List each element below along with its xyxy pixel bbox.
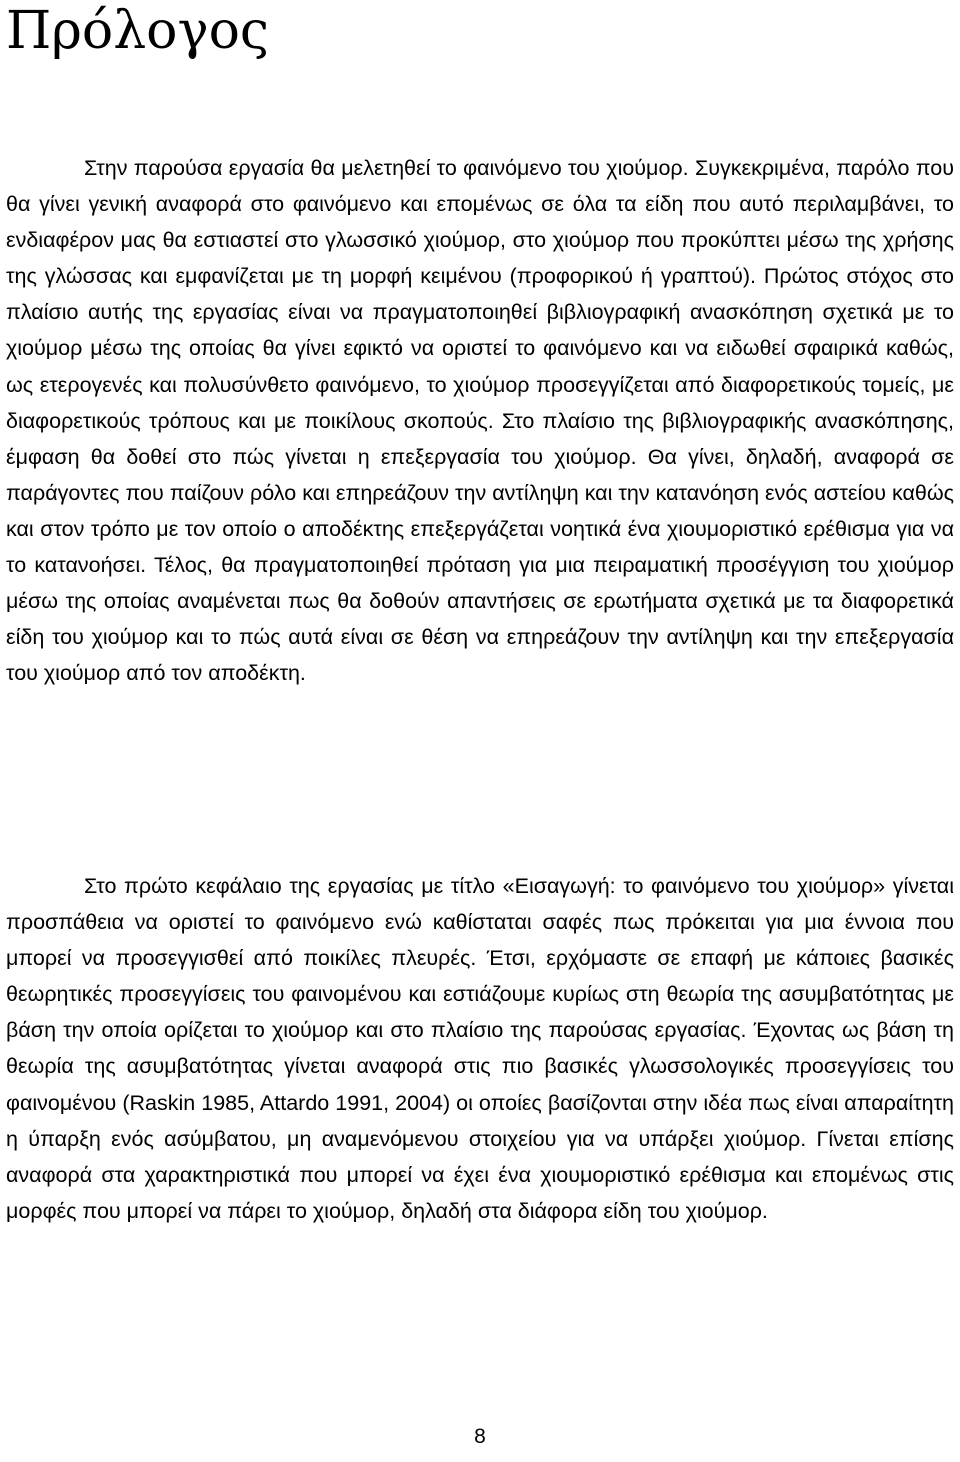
paragraph-intro: Στην παρούσα εργασία θα μελετηθεί το φαινόμενο του χιούμορ. Συγκεκριμένα, παρόλο που θα γίνει γενική αναφορά στο φαινόμενο και επομένως σε όλα τα είδη που αυτό περιλαμβάνει, το ενδιαφέρον μας θα εστιαστεί στο γλωσσικό χιούμορ, στο χιούμορ που προκύπτει μέσω της χρήσης της γλώσσας και εμφανίζεται με τη μορφή κειμένου (προφορικού ή γραπτού). Πρώτος στόχος στο πλαίσιο αυτής της εργασίας είναι να πραγματοποιηθεί βιβλιογραφική ανασκόπηση σχετικά με το χιούμορ μέσω της οποίας θα γίνει εφικτό να οριστεί το φαινόμενο και να ειδωθεί σφαιρικά καθώς, ως ετερογενές και πολυσύνθετο φαινόμενο, το χιούμορ προσεγγίζεται από διαφορετικούς τομείς, με διαφορετικούς τρόπους και με ποικίλους σκοπούς. Στο πλαίσιο της βιβλιογραφικής ανασκόπησης, έμφαση θα δοθεί στο πώς γίνεται η επεξεργασία του χιούμορ. Θα γίνει, δηλαδή, αναφορά σε παράγοντες που παίζουν ρόλο και επηρεάζουν την αντίληψη και την κατανόηση ενός αστείου καθώς και στον τρόπο με τον οποίο ο αποδέκτης επεξεργάζεται νοητικά ένα χιουμοριστικό ερέθισμα για να το κατανοήσει. Τέλος, θα πραγματοποιηθεί πρόταση για μια πειραματική προσέγγιση του χιούμορ μέσω της οποίας αναμένεται πως θα δοθούν απαντήσεις σε ερωτήματα σχετικά με τα διαφορετικά είδη του χιούμορ και το πώς αυτά είναι σε θέση να επηρεάζουν την αντίληψη και την επεξεργασία του χιούμορ από τον αποδέκτη. — [6, 156, 954, 686]
page-title: Πρόλογος — [6, 1, 269, 61]
paragraph-chapter-one: Στο πρώτο κεφάλαιο της εργασίας με τίτλο «Εισαγωγή: το φαινόμενο του χιούμορ» γίνεται προσπάθεια να οριστεί το φαινόμενο ενώ καθίσταται σαφές πως πρόκειται για μια έννοια που μπορεί να προσεγγισθεί από ποικίλες πλευρές. Έτσι, ερχόμαστε σε επαφή με κάποιες βασικές θεωρητικές προσεγγίσεις του φαινομένου και εστιάζουμε κυρίως στη θεωρία της ασυμβατότητας με βάση την οποία ορίζεται το χιούμορ και στο πλαίσιο της παρούσας εργασίας. Έχοντας ως βάση τη θεωρία της ασυμβατότητας γίνεται αναφορά στις πιο βασικές γλωσσολογικές προσεγγίσεις του φαινομένου (Raskin 1985, Attardo 1991, 2004) οι οποίες βασίζονται στην ιδέα πως είναι απαραίτητη η ύπαρξη ενός ασύμβατου, μη αναμενόμενου στοιχείου για να υπάρξει χιούμορ. Γίνεται επίσης αναφορά στα χαρακτηριστικά που μπορεί να έχει ένα χιουμοριστικό ερέθισμα και επομένως στις μορφές που μπορεί να πάρει το χιούμορ, δηλαδή στα διάφορα είδη του χιούμορ. — [6, 874, 954, 1223]
page-number: 8 — [474, 1425, 486, 1448]
